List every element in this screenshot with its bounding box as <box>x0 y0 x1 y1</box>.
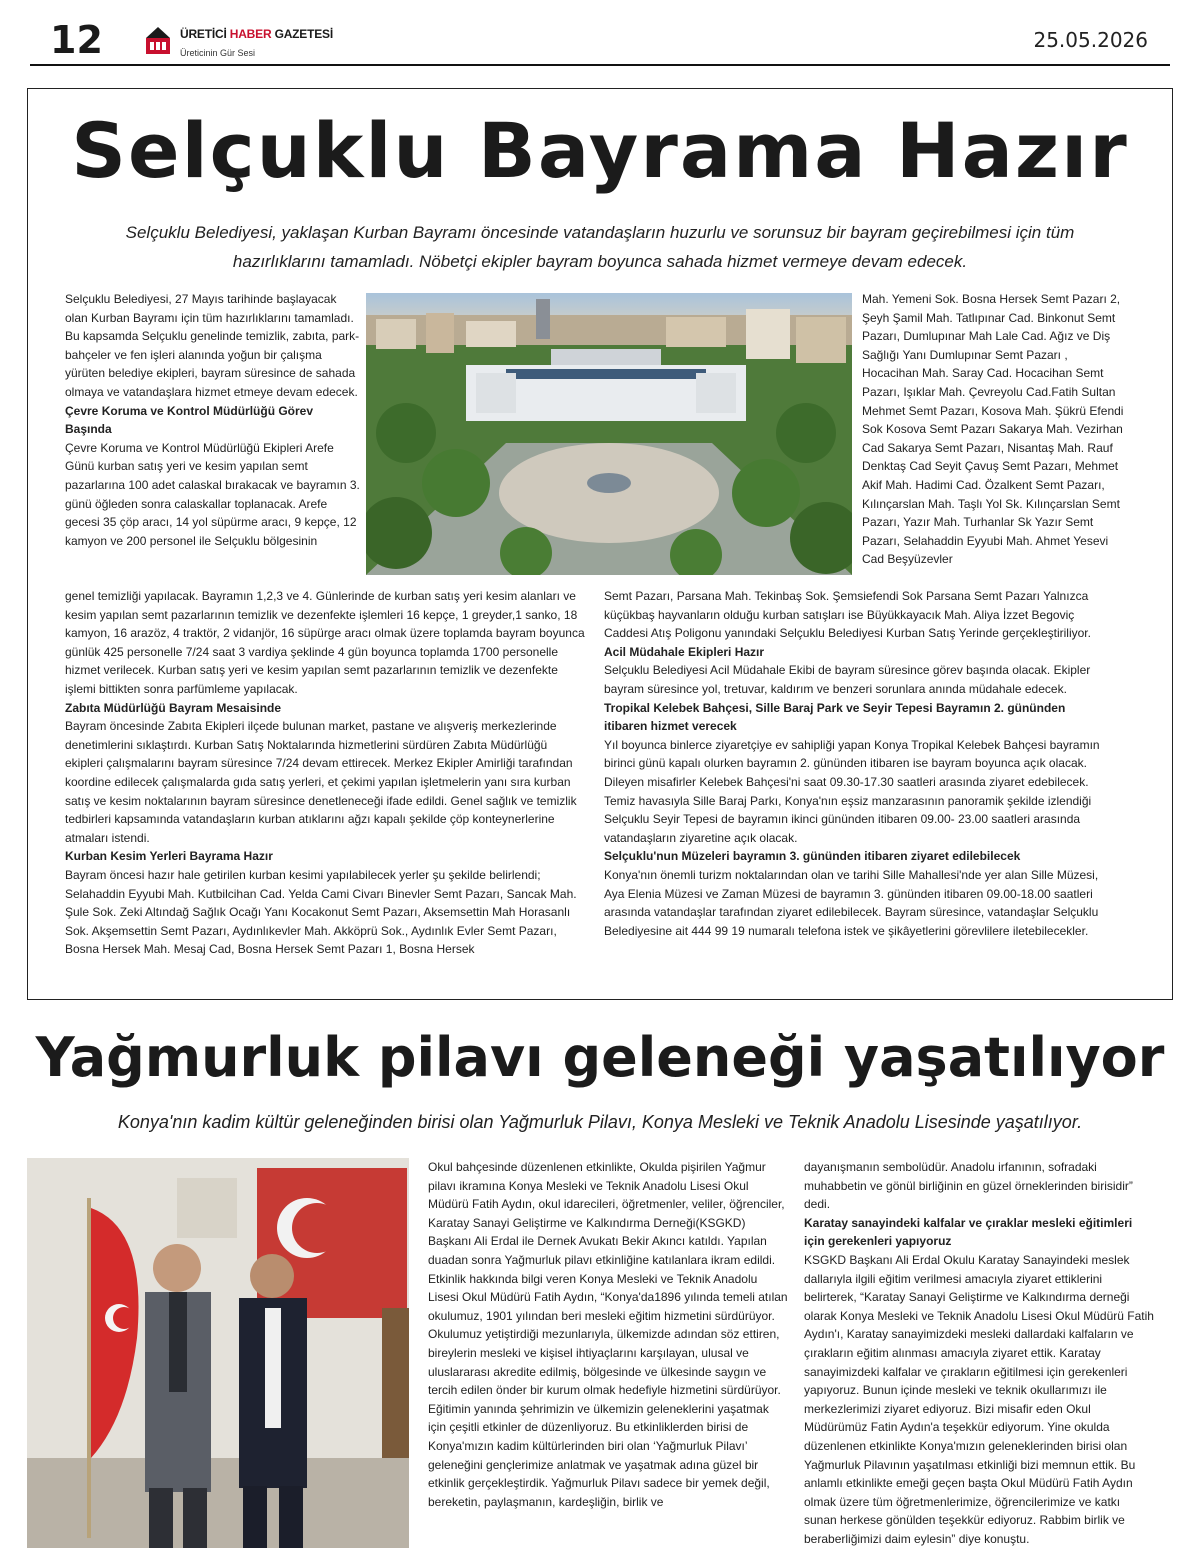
paragraph: Yıl boyunca binlerce ziyaretçiye ev sahipliği yapan Konya Tropikal Kelebek Bahçesi bayramın birinci günü kapalı olurken bayramın 2. gününden itibaren ise bayram boyunca açık olacak. Dileyen misafirler Kelebek Bahçesi'ni saat 09.30-17.30 saatleri arasında ziyaret edebilecek. Temiz havasıyla Sille Baraj Parkı, Konya'nın eşsiz manzarasının panoramik şekilde izlendiği Selçuklu Seyir Tepesi de bayramın ikinci gününden itibaren 09.00- 23.00 saatleri arasında vatandaşların ziyaretine açık olacak. <box>604 737 1100 845</box>
page-header <box>30 16 1170 66</box>
selcuklu-municipality-aerial-photo <box>366 293 852 575</box>
paragraph: Konya'nın önemli turizm noktalarından olan ve tarihi Sille Mahallesi'nde yer alan Sille Müzesi, Aya Elenia Müzesi ve Zaman Müzesi de bayramın 3. gününden itibaren 09.00-18.00 saatleri arasında vatandaşlar tarafından ziyaret edilebilecek. Bayram süresince, vatandaşlar Selçuklu Belediyesine ait 444 99 19 numaralı telefona istek ve şikâyetlerini görevlilere iletebilecekler. <box>604 867 1099 938</box>
article-1-side-column <box>862 290 1127 569</box>
paragraph: genel temizliği yapılacak. Bayramın 1,2,3 ve 4. Günlerinde de kurban satış yeri kesim alanları ve kesim yapılan semt pazarlarının temizlik ve dezenfekte işlemleri 16 kepçe, 1 greyder,1 sanko, 18 kamyon, 16 arazöz, 4 traktör, 2 vidanjör, 16 süpürge aracı olmak üzere toplamda bayram boyunca günlük 425 personelle 7/24 saat 3 vardiya şeklinde 4 gün boyunca toplamda 1700 personelle hizmet verilecek. Kurban satış yeri ve kesim yapılan semt pazarlarının temizlik ve dezenfekte işlemi bittikten sonra parfümleme yapılacak. <box>65 589 585 696</box>
article-2-column-2 <box>804 1158 1154 1548</box>
paragraph: Selçuklu Belediyesi, 27 Mayıs tarihinde başlayacak olan Kurban Bayramı için tüm hazırlıklarını tamamladı. Bu kapsamda Selçuklu genelinde temizlik, zabıta, park-bahçeler ve fen işleri alanında yoğun bir çalışma yürüten belediye ekipleri, bayram süresince de sahada olmaya ve vatandaşlara hizmet etmeye devam edecek. <box>65 292 360 399</box>
section-heading: Çevre Koruma ve Kontrol Müdürlüğü Görev Başında <box>65 403 314 437</box>
newspaper-logo-icon <box>144 26 172 56</box>
article-1-column-2 <box>65 587 585 959</box>
section-heading: Selçuklu'nun Müzeleri bayramın 3. gününden itibaren ziyaret edilebilecek <box>604 849 1021 864</box>
masthead-word-1: ÜRETİCİ <box>180 27 227 41</box>
paragraph: Bayram öncesi hazır hale getirilen kurban kesimi yapılabilecek yerler şu şekilde belirlendi; Selahaddin Eyyubi Mah. Kutbilcihan Cad. Yelda Cami Civarı Binevler Semt Pazarı, Sancak Mah. Şule Sok. Zeki Altındağ Sağlık Ocağı Yanı Kocakonut Semt Pazarı, Aksemsettin Mah Horasanlı Sok. Akşemsettin Semt Pazarı, Aydınlıkevler Mah. Akköprü Sok., Aydınlık Evler Semt Pazarı, Bosna Hersek Mah. Mesaj Cad, Bosna Hersek Semt Pazarı 1, Bosna Hersek <box>65 867 577 957</box>
paragraph: Bayram öncesinde Zabıta Ekipleri ilçede bulunan market, pastane ve alışveriş merkezlerinde denetimlerini sıklaştırdı. Kurban Satış Noktalarında hizmetlerini sürdüren Zabıta Müdürlüğü ekipleri çalışmalarını bayram süresince 7/24 devam ettirecek. Merkez Ekipler Amirliği tarafından koordine edilecek çalışmalarda gıda satış yerleri, et çekimi yapılan işletmelerin yanı sıra kurban satış ve kesim noktalarının bayram süresince denetleneceği ifade edildi. Genel sağlık ve temizlik tedbirleri kapsamında vatandaşların kurban atıklarını ağzı kapalı şekilde çöp konteynerlerine atmaları istendi. <box>65 719 577 845</box>
section-heading: Zabıta Müdürlüğü Bayram Mesaisinde <box>65 700 282 715</box>
article-1-subheadline: Selçuklu Belediyesi, yaklaşan Kurban Bayramı öncesinde vatandaşların huzurlu ve sorunsuz bir bayram geçirebilmesi için tüm hazırlıklarını tamamladı. Nöbetçi ekipler bayram boyunca sahada hizmet vermeye devam edecek. <box>125 223 1075 271</box>
paragraph: Semt Pazarı, Parsana Mah. Tekinbaş Sok. Şemsiefendi Sok Parsana Semt Pazarı Yalnızca küçükbaş hayvanların olduğu kurban satışları ise Büyükkayacık Mah. Aliya İzzet Begoviç Caddesi Atış Poligonu yanındaki Selçuklu Belediyesi Kurban Satış Yerinde gerçekleştiriliyor. <box>604 589 1091 641</box>
paragraph: Selçuklu Belediyesi Acil Müdahale Ekibi de bayram süresince görev başında olacak. Ekipler bayram süresince yol, tretuvar, kaldırım ve benzeri sorunlara anında müdahale edecek. <box>604 663 1091 696</box>
section-heading: Karatay sanayindeki kalfalar ve çıraklar mesleki eğitimleri için gerekenleri yapıyoruz <box>804 1215 1133 1249</box>
paragraph: Çevre Koruma ve Kontrol Müdürlüğü Ekipleri Arefe Günü kurban satış yeri ve kesim yapılan semt pazarlarına 100 adet calaskal bırakacak ve bayramın 3. günü öğleden sonra calaskallar toplanacak. Arefe gecesi 35 çöp aracı, 14 yol süpürme aracı, 9 kepçe, 12 kamyon ve 200 personel ile Selçuklu bölgesinin <box>65 440 360 548</box>
school-visit-photo <box>27 1158 409 1548</box>
masthead <box>180 27 333 41</box>
paragraph: Mah. Yemeni Sok. Bosna Hersek Semt Pazarı 2, Şeyh Şamil Mah. Tatlıpınar Cad. Binkonut Semt Pazarı, Dumlupınar Mah Lale Cad. Ağız ve Diş Sağlığı Yanı Dumlupınar Semt Pazarı , Hocacihan Mah. Saray Cad. Hocacihan Semt Pazarı, Işıklar Mah. Çevreyolu Cad.Fatih Sultan Mehmet Semt Pazarı, Kosova Mah. Şükrü Efendi Sok Kosova Semt Pazarı Sakarya Mah. Vezirhan Cad Sakarya Semt Pazarı, Nisantaş Mah. Rauf Denktaş Cad Seyit Çavuş Semt Pazarı, Mehmet Akif Mah. Hadimi Cad. Özalkent Semt Pazarı, Kılınçarslan Mah. Taşlı Yol Sk. Kılınçarslan Semt Pazarı, Yazır Mah. Turhanlar Sk Yazır Semt Pazarı, Selahaddin Eyyubi Mah. Ahmet Yesevi Cad Beşyüzevler <box>862 292 1124 567</box>
page-number: 12 <box>50 18 103 62</box>
masthead-word-2: HABER <box>229 27 272 41</box>
masthead-word-3: GAZETESİ <box>274 27 333 41</box>
article-2-headline: Yağmurluk pilavı geleneği yaşatılıyor <box>35 1026 1165 1089</box>
section-heading: Tropikal Kelebek Bahçesi, Sille Baraj Park ve Seyir Tepesi Bayramın 2. gününden itibaren hizmet verecek <box>604 700 1066 734</box>
paragraph: Okul bahçesinde düzenlenen etkinlikte, Okulda pişirilen Yağmur pilavı ikramına Konya Mesleki ve Teknik Anadolu Lisesi Okul Müdürü Fatih Aydın, okul idarecileri, öğretmenler, veliler, öğrenciler, Karatay Sanayi Geliştirme ve Kalkındırma Derneği(KSGKD) Başkanı Ali Erdal ile Dernek Avukatı Bekir Akıncı katıldı. Yapılan duadan sonra Yağmurluk pilavı etkinliğine katılanlara ikram edildi. Etkinlik hakkında bilgi veren Konya Mesleki ve Teknik Anadolu Lisesi Okul Müdürü Fatih Aydın, “Konya'da1896 yılında temeli atılan okulumuz, 1901 yılından beri mesleki eğitim hizmetini sürdürüyor. Okulumuz yetiştirdiği mezunlarıyla, ülkemizde adından söz ettiren, bireylerin mesleki ve kişisel ihtiyaçlarını karşılayan, ulusal ve uluslararası akredite edilmiş, bölgesinde ve ülkesinde saygın ve tercih edilen önder bir kurum olmak hedefiyle hizmetini sürdürüyor. Eğitimin yanında şehrimizin ve ülkemizin geleneklerini yaşatmak için çeşitli etkinler de düzenliyoruz. Bu etkinliklerden birisi de Konya'mızın kadim kültürlerinden biri olan ‘Yağmurluk Pilavı’ geleneğini gençlerimize anlatmak ve yaşatmak adına güzel bir etkinlik gerçekleştirdik. Yağmurluk Pilavı sadece bir yemek değil, bereketin, paylaşmanın, kardeşliğin, birlik ve <box>428 1160 788 1509</box>
article-1-headline: Selçuklu Bayrama Hazır <box>71 106 1129 195</box>
section-heading: Acil Müdahale Ekipleri Hazır <box>604 644 765 659</box>
paragraph: dayanışmanın sembolüdür. Anadolu irfanının, sofradaki muhabbetin ve gönül birliğinin en güzel örneklerinden birisidir” dedi. <box>804 1160 1133 1212</box>
article-2-subheadline: Konya'nın kadim kültür geleneğinden birisi olan Yağmurluk Pilavı, Konya Mesleki ve Teknik Anadolu Lisesinde yaşatılıyor. <box>117 1112 1083 1132</box>
article-2-column-1 <box>428 1158 788 1511</box>
masthead-tagline: Üreticinin Gür Sesi <box>180 48 256 58</box>
issue-date: 25.05.2026 <box>1033 28 1148 52</box>
paragraph: KSGKD Başkanı Ali Erdal Okulu Karatay Sanayindeki meslek dallarıyla ilgili eğitim verilmesi amacıyla ziyaret ettiklerini belirterek, “Karatay Sanayi Geliştirme ve Kalkındırma derneği olarak Konya Mesleki ve Teknik Anadolu Lisesi Okul Müdürü Fatih Aydın'ı, Karatay sanayimizdeki mesleki dallardaki kalfaların ve çırakların eğitim alınması amacıyla ziyaret ettik. Karatay sanayimizdeki kalfalar ve çırakların eğitilmesi için gerekenleri yapıyoruz. Bunun içinde mesleki ve teknik okullarımızı ile merkezlerimizi ziyaret ediyoruz. Bizi misafir eden Okul Müdürümüz Fatin Aydın'a teşekkür ediyorum. Yine okulda düzenlenen etkinlikte Konya'mızın geleneklerinden birisi olan Yağmurluk Pilavının yaşatılması etkinliği bizi memnun ettik. Bu anlamlı etkinlikte emeği geçen başta Okul Müdürü Fatih Aydın olmak üzere tüm öğretmenlerimize, öğrencilerimize ve katkı sunan herkese gönülden teşekkür ediyoruz. Rabbim birlik ve beraberliğimizi daim eylesin” diye konuştu. <box>804 1252 1154 1546</box>
section-heading: Kurban Kesim Yerleri Bayrama Hazır <box>65 849 273 864</box>
article-1-column-1 <box>65 290 360 550</box>
article-1-column-3 <box>604 587 1110 940</box>
